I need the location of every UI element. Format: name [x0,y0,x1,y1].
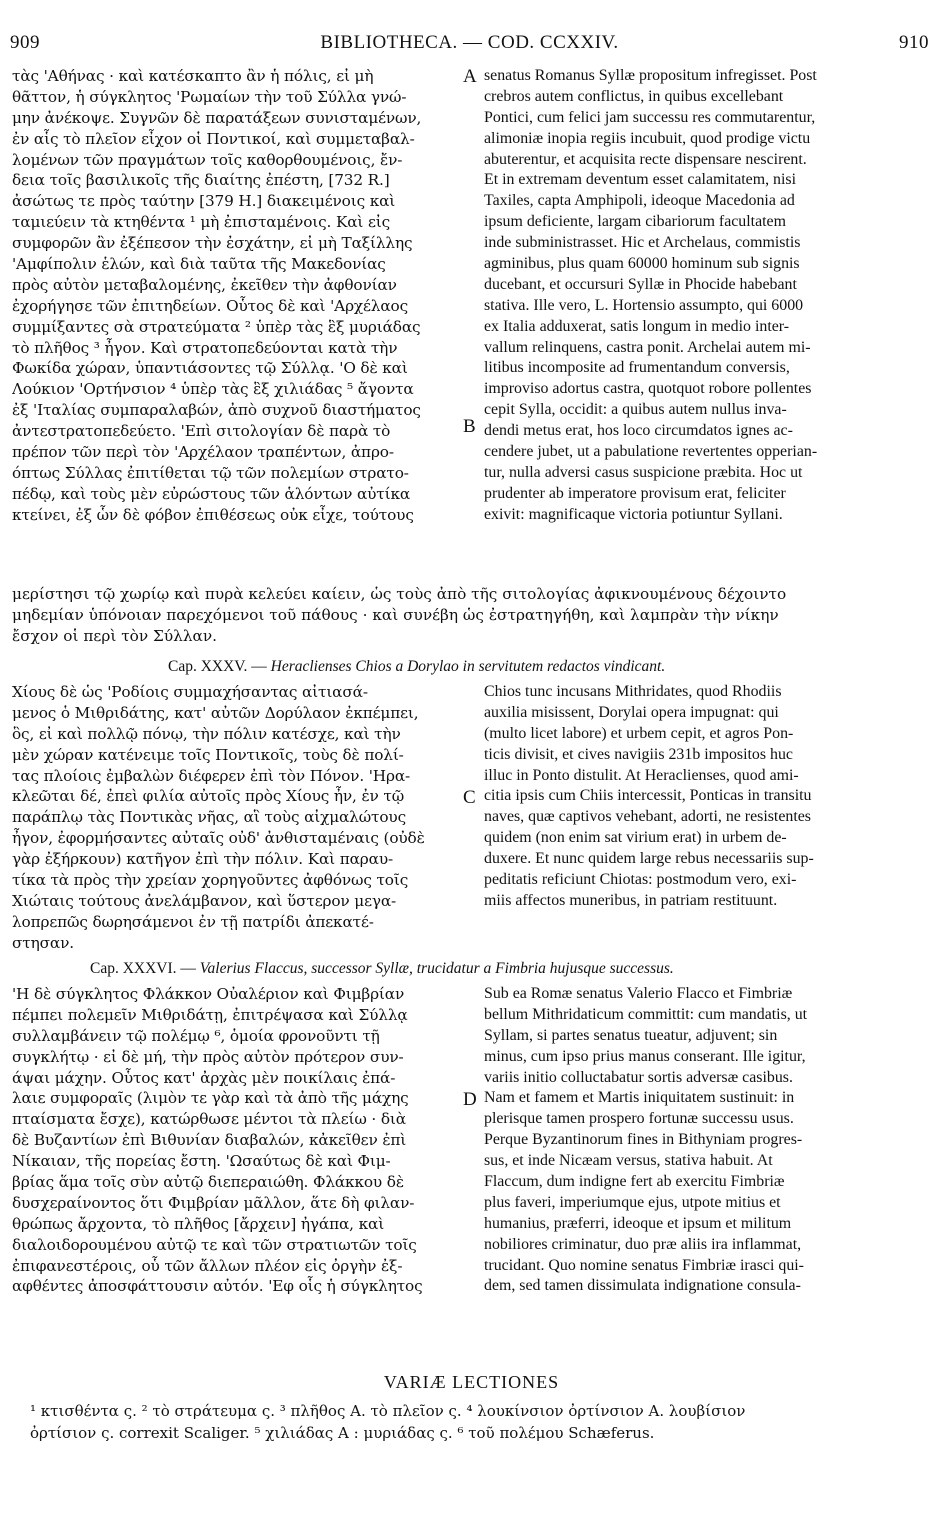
text-line: nobiliores criminatur, duo præ aliis ira inflammat, [484,1235,802,1253]
text-line: λοπρεπῶς δωρησάμενοι ἐν τῇ πατρίδι ἀπεκατέ- [12,912,374,931]
text-line: minus, cum ipso prius manus conserant. Ille igitur, [484,1047,806,1065]
text-line: duxere. Et nunc quidem large rebus necessariis sup- [484,850,814,868]
text-line: ἀσώτως τε πρὸς ταύτην [379 H.] διακειμένοις καὶ [12,192,396,211]
text-line: τίκα τὰ πρὸς τὴν χρείαν χορηγοῦντες ἀφθόνως τοῖς [12,871,409,890]
text-line: bellum Mithridaticum committit: cum mandatis, ut [484,1005,808,1023]
text-line: Perque Byzantinorum fines in Bithyniam progres- [484,1131,803,1149]
text-line: πέμπει πολεμεῖν Μιθριδάτῃ, ἐπιτρέψασα καὶ Σύλλᾳ [12,1005,408,1024]
text-line: Nam et famem et Martis iniquitatem sustinuit: in [484,1089,795,1107]
text-line: δυσχεραίνοντος ὅτι Φιμβρίαν μᾶλλον, ἅτε δὴ φιλαν- [12,1193,415,1212]
text-line: συλλαμβάνειν τῷ πολέμῳ ⁶, ὁμοία φρονοῦντι τῇ [12,1026,380,1045]
text-line: κτείνει, ἐξ ὧν δὲ φόβον ἐπιθέσεως οὐκ εἶχε, τούτους [12,505,414,524]
text-line: πταίσματα ἔσχε), κατώρθωσε μέντοι τὰ πλείω · διὰ [12,1110,406,1129]
variae-lectiones-title: VARIÆ LECTIONES [383,1372,560,1392]
text-line: Et in extremam deventum esset calamitatem, nisi [484,171,796,189]
text-line: μερίστησι τῷ χωρίῳ καὶ πυρὰ κελεύει καίειν, ὡς τοὺς ἀπὸ τῆς σιτολογίας ἀφικνουμένους δέχοιντο [12,585,787,603]
text-line: Syllam, si partes senatus tueatur, adjuvent; sin [484,1026,778,1044]
text-line: Νίκαιαν, τῆς πορείας ἔστη. 'Ωσαύτως δὲ καὶ Φιμ- [12,1152,391,1171]
text-line: τὰς 'Αθήνας · καὶ κατέσκαπτο ἂν ἡ πόλις, εἰ μὴ [12,67,374,85]
text-line: ταμιεύειν τὰ κτηθέντα ¹ μὴ ἐπισταμένοις. Καὶ εἰς [12,213,391,232]
text-line: ex Italia adduxerat, satis longum in medio inter- [484,317,790,335]
text-line: μενος ὁ Μιθριδάτης, κατ' αὐτῶν Δορύλαον ἐκπέμπει, [12,703,419,722]
text-line: dendi metus erat, hos loco circumdatos ignes ac- [484,422,793,440]
text-line: ducebant, et occursuri Syllæ in Phocide habebant [484,275,797,293]
text-line: trucidant. Quo nomine senatus Fimbriæ irasci qui- [484,1256,804,1274]
text-line: exivit: magnificaque victoria potiuntur Syllani. [484,505,783,523]
text-line: senatus Romanus Syllæ propositum infregisset. Post [484,67,817,84]
text-line: κλεῶται δέ, ἐπεὶ φιλία αὐτοῖς πρὸς Χίους ἦν, ἐν τῷ [12,787,405,806]
latin-column-section-1 [484,66,914,526]
text-line: cendere jubet, ut a pabulatione revertentes opperian- [484,443,818,461]
text-line: alimoniæ inopia regiis incubuit, quod prodige victu [484,129,811,147]
text-line: 'Η δὲ σύγκλητος Φλάκκον Οὐαλέριον καὶ Φιμβρίαν [12,985,405,1003]
text-line: (multo licet labore) et urbem cepit, et agros Pon- [484,724,794,742]
text-line: 'Αμφίπολιν ἑλών, καὶ διὰ ταῦτα τῆς Μακεδονίας [12,255,386,274]
margin-letter-c: C [463,787,476,808]
footnote-line-1: ¹ κτισθέντα ς. ² τὸ στράτευμα ς. ³ πλῆθος A. τὸ πλεῖον ς. ⁴ λουκίνσιον ὀρτίνσιον A. λουβίσιον [30,1402,746,1420]
text-line: stativa. Ille vero, L. Hortensio assumpto, qui 6000 [484,296,804,314]
text-line: άψαι μάχην. Οὗτος κατ' ἀρχὰς μὲν ποικίλαις ἐπά- [12,1068,396,1087]
text-line: dem, sed tamen dissimulata indignatione consula- [484,1277,801,1295]
text-line: πρὸς αὐτὸν μεταβαλομένης, ἐκεῖθεν τὴν ἀφθονίαν [12,275,397,294]
text-line: litibus incomposite ad frumentandum conversis, [484,359,790,377]
footnote-line-2: ὀρτίσιον ς. correxit Scaliger. ⁵ χιλιάδας A : μυριάδας ς. ⁶ τοῦ πολέμου Schæferus. [30,1424,655,1442]
text-line: τὸ πλῆθος ³ ἦγον. Καὶ στρατοπεδεύονται κατὰ τὴν [12,338,398,357]
text-line: Χιώταις τούτους ἀνελάμβανον, καὶ ὕστερον μεγα- [12,891,397,910]
text-line: Sub ea Romæ senatus Valerio Flacco et Fimbriæ [484,985,793,1002]
text-line: συμφορῶν ἂν ἐξέπεσον τὴν ἐσχάτην, εἰ μὴ Ταξίλλης [12,234,413,253]
text-line: Φωκίδα χώραν, ὑπαντιάσοντες τῷ Σύλλᾳ. 'Ο δὲ καὶ [12,359,408,378]
greek-column-section-1 [12,66,460,526]
text-line: Flaccum, dum indigne fert ab exercitu Fimbriæ [484,1173,785,1191]
margin-letter-b: B [463,416,476,437]
text-line: μηδεμίαν ὑπόνοιαν παρεχόμενοι τοῦ πάθους · καὶ συνέβη ὡς ἐστρατηγήθη, καὶ λαμπρὰν τὴν νίκην [12,605,779,624]
text-line: λομένων τῶν πραγμάτων τοῖς καθορθουμένοις, ἔν- [12,150,403,169]
text-line: ticis divisit, et cives navigiis 231b impositos huc [484,745,793,763]
text-line: crebros autem conflictus, in quibus excellebant [484,87,784,105]
latin-column-section-2 [484,682,914,912]
text-line: sus, et inde Nicæam versus, stativa habuit. At [484,1152,773,1170]
text-line: θᾶττον, ἡ σύγκλητος 'Ρωμαίων τὴν τοῦ Σύλλα γνώ- [12,87,407,106]
text-line: abuterentur, et acquisita recte dispensare nescirent. [484,150,807,168]
text-line: ὃς, εἰ καὶ πολλῷ πόνῳ, τὴν πόλιν κατέσχε, καὶ τὴν [12,724,401,743]
text-line: plus faveri, imperiumque ejus, utpote mitius et [484,1193,781,1211]
text-line: πέδῳ, καὶ τοὺς μὲν εὐρώστους τῶν ἁλόντων αὐτίκα [12,484,411,503]
text-line: variis initio colluctabatur sortis adversæ casibus. [484,1068,793,1086]
text-line: λαιε συμφοραῖς (λιμὸν τε γὰρ καὶ τὰ ἀπὸ τῆς μάχης [12,1089,409,1108]
text-line: γὰρ ἐξήρκουν) κατῆγον ἐπὶ τὴν πόλιν. Καὶ παραυ- [12,850,393,869]
text-line: miis affectos muneribus, in patriam restituunt. [484,891,778,909]
chapter-heading-35 [168,658,665,676]
running-header [10,32,929,58]
text-line: δεια τοῖς βασιλικοῖς τῆς διαίτης ἐπέστη, [732 R.] [12,171,390,190]
text-line: αφθέντες ἀποσφάττουσιν αὐτόν. 'Εφ οἷς ἡ σύγκλητος [12,1277,423,1296]
text-line: improviso adortus castra, quotquot robore pollentes [484,380,812,398]
greek-column-section-2 [12,682,460,954]
text-line: συμμίξαντες σὰ στρατεύματα ² ὑπὲρ τὰς ἓξ μυριάδας [12,317,421,336]
text-line: Chios tunc incusans Mithridates, quod Rhodiis [484,683,782,700]
text-line: agminibus, plus quam 60000 hominum sub signis [484,255,800,273]
text-line: συγκλήτῳ · εἰ δὲ μή, τὴν πρὸς αὐτὸν πρότερον συν- [12,1047,404,1066]
text-line: Λούκιον 'Ορτήνσιον ⁴ ὑπὲρ τὰς ἓξ χιλιάδας ⁵ ἄγοντα [12,380,414,399]
text-line: διαλοιδορουμένου αὐτῷ τε καὶ τῶν στρατιωτῶν τοῖς [12,1235,417,1254]
text-line: βρίας ἅμα τοῖς σὺν αὐτῷ διεπεραιώθη. Φλάκκου δὲ [12,1173,404,1192]
text-line: ἦγον, ἐφορμήσαντες αὐταῖς οὐδ' ἀνθισταμέναις (οὐδὲ [12,829,425,848]
running-title: BIBLIOTHECA. — COD. CCXXIV. [320,32,619,53]
text-line: θρώπως ἄρχοντα, τὸ πλῆθος [ἄρχειν] ἠγάπα, καὶ [12,1214,385,1233]
text-line: μην ἀνέκοψε. Συγνῶν δὲ παρατάξεων συνισταμένων, [12,108,422,127]
text-line: ἐν αἷς τὸ πλεῖον εἶχον οἱ Ποντικοί, καὶ συμμεταβαλ- [12,129,415,148]
text-line: peditatis reficiunt Chiotas: postmodum vero, exi- [484,871,797,889]
text-line: ἔσχον οἱ περὶ τὸν Σύλλαν. [12,626,218,645]
text-line: tur, nulla adversi casus suspicione præbita. Hoc ut [484,463,803,481]
text-line: μὲν χώραν κατένειμε τοῖς Ποντικοῖς, τοὺς δὲ πολί- [12,745,404,764]
text-line: Pontici, cum felici jam successu res commutarentur, [484,108,816,126]
text-line: prudenter ab imperatore provisum erat, feliciter [484,484,786,502]
greek-column-section-3 [12,984,460,1297]
text-line: humanius, præferri, ideoque et ipsum et militum [484,1214,792,1232]
text-line: auxilia misissent, Dorylai opera impugnat: qui [484,703,779,721]
page-number-right: 910 [899,32,929,53]
text-line: ipsum deficiente, largam cibariorum facultatem [484,213,786,231]
text-line: Χίους δὲ ὡς 'Ροδίοις συμμαχήσαντας αἰτιασά- [12,683,368,701]
text-line: naves, quæ captivos vehebant, adorti, ne resistentes [484,808,811,826]
text-line: παράπλῳ τὰς Ποντικὰς νῆας, αἳ τοὺς αἰχμαλώτους [12,808,406,827]
text-line: ἀντεστρατοπεδεύετο. 'Επὶ σιτολογίαν δὲ παρὰ τὸ [12,422,391,441]
text-line: illuc in Ponto distulit. At Heraclienses, quod ami- [484,766,799,784]
text-line: ἐχορήγησε τῶν ἐπιτηδείων. Οὗτος δὲ καὶ 'Αρχέλαος [12,296,409,315]
latin-column-section-3 [484,984,914,1297]
page-number-left: 909 [10,32,40,53]
margin-letter-d: D [463,1089,477,1110]
chapter-title: Heraclienses Chios a Dorylao in servitutem redactos vindicant. [270,658,666,675]
text-line: πρέπον τῶν περὶ τὸν 'Αρχέλαον τραπέντων, ἀπρο- [12,443,394,462]
text-line: plerisque tamen prospero fortunæ successu usus. [484,1110,794,1128]
chapter-title: Valerius Flaccus, successor Syllæ, trucidatur a Fimbria hujusque successus. [199,960,674,977]
margin-letter-a: A [463,66,477,87]
text-line: quidem (non enim sat virium erat) in urbem de- [484,829,787,847]
text-line: inde subministrasset. Hic et Archelaus, commistis [484,234,801,252]
text-line: δὲ Βυζαντίων ἐπὶ Βιθυνίαν διαβαλών, κἀκεῖθεν ἐπὶ [12,1131,407,1150]
shared-lines-section-1 [12,584,932,647]
text-line: όπτως Σύλλας ἐπιτίθεται τῷ τῶν πολεμίων στρατο- [12,463,409,482]
text-line: ἐξ 'Ιταλίας συμπαραλαβών, ἀπὸ συχνοῦ διαστήματος [12,401,421,420]
text-line: citia ipsis cum Chiis intercessit, Ponticas in transitu [484,787,812,805]
text-line: cepit Sylla, occidit: a quibus autem nullus inva- [484,401,787,419]
text-line: τας πλοίοις ἐμβαλὼν διέφερεν ἐπὶ τὸν Πόνον. 'Ηρα- [12,766,411,785]
text-line: στησαν. [12,933,74,952]
chapter-label: Cap. XXXVI. — [90,960,196,977]
chapter-label: Cap. XXXV. — [168,658,267,675]
text-line: Taxiles, capta Amphipoli, ideoque Macedonia ad [484,192,795,210]
text-line: vallum relinquens, castra ponit. Archelai autem mi- [484,338,811,356]
chapter-heading-36 [90,960,674,978]
text-line: ἐπιφανεστέροις, οὗ τῶν ἄλλων πλέον εἰς ὀργὴν ἐξ- [12,1256,403,1275]
